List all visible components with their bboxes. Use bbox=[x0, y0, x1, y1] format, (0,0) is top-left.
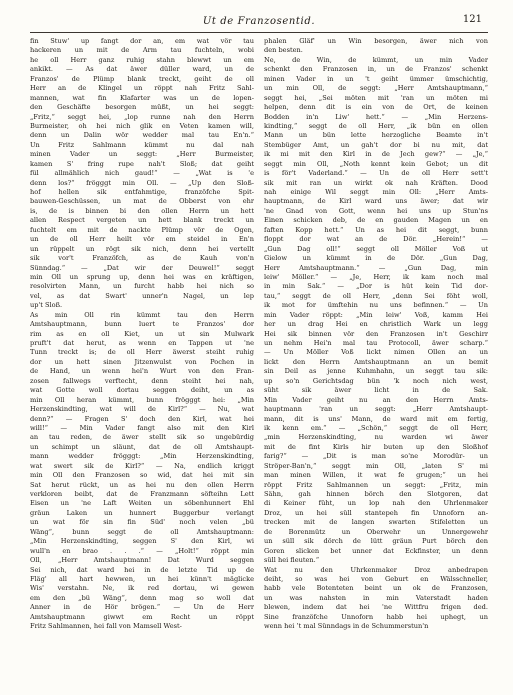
text-line: an tau reden, de äwer stellt sik so ungebürdig bbox=[30, 433, 254, 442]
text-line: de Hand, un wenn hei'n Wurt von den Fran- bbox=[30, 367, 254, 376]
text-line: up't Sloß. bbox=[30, 301, 63, 310]
text-line: Einen schicken deb, de en gauden Magen un en bbox=[264, 216, 488, 225]
text-line: „min Herzenskindting, nu warden wi äwer bbox=[264, 433, 488, 442]
text-line: Ne, de Win, de kümmt, un min Vader bbox=[264, 55, 488, 64]
text-line: hackeren un mit de Arm tau fuchteln, wobi bbox=[30, 46, 254, 55]
text-line: em den „bü Wäng“, denn mag so woll dat bbox=[30, 593, 254, 602]
text-line: mann, dit is uns' Mann, de ward mit em fertig, bbox=[264, 414, 488, 423]
text-line: gräun Laken un hunnert Buggerbur verlangt bbox=[30, 508, 254, 517]
text-line: bauwen-Geschüssen, un mat de Obberst von ehr bbox=[30, 197, 254, 206]
text-line: her un drag Hei en christlich Wark un legg bbox=[264, 320, 488, 329]
text-line: lickt den Herrn Amtshauptmann an un bemit bbox=[264, 357, 488, 366]
text-line: 'ne Gnad von Gott, wenn hei uns up Stun'ns bbox=[264, 206, 488, 215]
text-line: allen Respect vergeten un hett blank treckt un bbox=[30, 216, 254, 225]
text-line: Wis' verstahn. Ne, ik red dortau, wi gewen bbox=[30, 584, 254, 593]
text-line: denn?“ — Fragen S' doch den Kirl, wat hei bbox=[30, 414, 254, 423]
text-line: Gielow un kümmt in de Dör. „Gun Dag, bbox=[264, 254, 488, 263]
text-line: di Keiner füht, un lop nah den Uhrlenmaker bbox=[264, 499, 488, 508]
text-line: is, de is binnen bi den ollen Herrn un hett bbox=[30, 206, 254, 215]
text-line: farig?“ — „Dit is man so'ne Morodür- un bbox=[264, 452, 488, 461]
text-line: dor un hett sinen Jitzenwulst von Pochen in bbox=[30, 357, 254, 366]
text-line: sik mit ran un wirkt ok nah Kräften. Dood bbox=[264, 178, 488, 187]
text-line: seggt min Oll, „Noth kennt kein Gebot; un dit bbox=[264, 159, 488, 168]
left-column bbox=[30, 37, 254, 673]
text-line: fin Stuw' up fangt dor an, em wat vör tau bbox=[30, 37, 254, 45]
text-line: ik mot for ümftehin nu uns befinnen.“ — Un bbox=[264, 301, 488, 310]
running-title: Ut de Franzosentid. bbox=[202, 15, 316, 27]
text-line: will!“ — Min Vader fangt also mit den Kirl bbox=[30, 423, 254, 432]
text-line: Un Fritz Sahlmann kümmt nu dal nah bbox=[30, 140, 254, 149]
text-line: süht sik äwer licht in de Sak. bbox=[264, 386, 488, 395]
text-line: resolvirten Mann, un furcht habb hei nich so bbox=[30, 282, 254, 291]
text-line: phalen Gläf' un Win besorgen, äwer nich von bbox=[264, 37, 488, 45]
text-line: floppt dor wat an de Dör. „Herein!“ — bbox=[264, 235, 488, 244]
text-line: mannen, wat fin Klafarter was un de lopen- bbox=[30, 93, 254, 102]
text-line: Sei nich, dat ward hei in de letzte Tid up de bbox=[30, 565, 254, 574]
text-line: hof hellen sik entfahmtige, franzöfche Spit- bbox=[30, 188, 254, 196]
text-line: — Un Möller Voß lickt nimen Ollen an un bbox=[264, 348, 488, 357]
text-line: Fritz Sahlmannen, hei fall von Mamsell West- bbox=[30, 622, 182, 631]
text-line: Hei sik binnen vör den Franzosen in't Geschirr bbox=[264, 329, 488, 338]
text-line: Oll, „Herr Amtshauptmann! Dat Wurd seggen bbox=[30, 556, 254, 565]
text-line: Wäng“, bunn seggt de oll Amtshauptmann: bbox=[30, 527, 254, 536]
text-line: Droz, un hei süll stantepeh fin Unnoforn an- bbox=[264, 508, 488, 517]
text-line: hauptmann, de Kirl ward uns äwer; dat wir bbox=[264, 197, 488, 206]
text-line: Sine franzöfche Unnoforn habb hei uphegt, un bbox=[264, 612, 488, 621]
text-line: de Borenmütz un Oberwehr un Unnergewehr bbox=[264, 527, 488, 536]
text-line: faften Kopp hett.“ Un as hei dit seggt, bunn bbox=[264, 225, 488, 234]
text-line: kindting,“ seggt de oll Herr, „ik bün en ollen bbox=[264, 121, 488, 130]
text-line: „Fritz,“ seggt hei, „lop runne nah den Herrn bbox=[30, 112, 254, 121]
text-line: wenn hei ’t mal Sünndags in de Schummerstun'n bbox=[264, 622, 429, 631]
book-page bbox=[28, 10, 490, 682]
text-line: tau,“ seggt de oll Herr, „denn Sei föht woll, bbox=[264, 291, 488, 300]
text-line: Ströper-Ban'n,“ seggt min Oll, „laten S' mi bbox=[264, 461, 488, 470]
header-rule bbox=[30, 32, 488, 33]
text-line: Eisen un 'ne Laft Weiten un söbenhunnert Ehl bbox=[30, 499, 254, 508]
text-line: leiw' Möller.“ — „Je, Herr, ik kam noch mal bbox=[264, 272, 488, 281]
text-line: „Gun Dag oll!“ seggt oll Möller Voß ut bbox=[264, 244, 488, 253]
text-line: Herr an de Klingel un röppt nah Fritz Sahl- bbox=[30, 84, 254, 93]
text-line: Min Vader geiht nu an den Herrn Amts- bbox=[264, 395, 488, 404]
text-line: deiht, so was hei von Geburt en Wälsschneller, bbox=[264, 574, 488, 583]
text-line: Bodden in'n Liw' hett.“ — „Min Herzens- bbox=[264, 112, 488, 121]
text-line: süll hei fleuten.“ bbox=[264, 556, 320, 565]
text-line: up so'n Gerichtsdag bün 'k noch nich west, bbox=[264, 376, 488, 385]
text-line: den besten. bbox=[264, 46, 303, 55]
text-line: blewen, indem dat hei 'ne Wittfru frigen ded. bbox=[264, 603, 488, 612]
text-line: pruft't dat herut, as wenn en Tappen ut 'ne bbox=[30, 339, 254, 347]
text-line: Sähn, gah hinnen börch den Slotgoren, dat bbox=[264, 490, 488, 498]
running-header bbox=[28, 10, 490, 32]
text-line: un nehm Hei'n mal tau Protocoll, äwer scharp.“ bbox=[264, 339, 488, 347]
text-line: rim as en oll Kiet, un ut sin Mulwark bbox=[30, 329, 254, 338]
text-line: wull'n en brao . . .“ — „Holt!“ röppt min bbox=[30, 546, 254, 555]
text-line: sik vor't Franzöfch, as de Kauh von'n bbox=[30, 254, 254, 263]
text-line: min Oll den Franzosen so wid, dat hei mit sin bbox=[30, 471, 254, 480]
text-line: minen Vader un seggt: „Herr Burmeister, bbox=[30, 150, 254, 159]
text-line: min Oll heran kümmt, bunn frögggt hei: „Min bbox=[30, 395, 254, 404]
text-line: Tunn treckt is; de oll Herr äwerst steiht ruhig bbox=[30, 348, 254, 357]
text-line: ik kenn em.“ — „Schön,“ seggt de oll Herr, bbox=[264, 423, 488, 432]
text-line: zosen fallwegs verftecht, denn steiht hei nah, bbox=[30, 376, 254, 385]
text-line: verkloren beibt, dat de Franzmann söfteihn Lett bbox=[30, 490, 254, 498]
text-line: denn los?“ frögggt min Oll. — „Up den Sloß- bbox=[30, 178, 254, 187]
text-line: in min Sak.“ — „Dor is hüt kein Tid dor- bbox=[264, 282, 488, 291]
text-line: den Geschäfte besorgen müßt, un hei seggt: bbox=[30, 103, 254, 112]
text-line: Amtshauptmann giwwt em Recht un röppt bbox=[30, 612, 254, 621]
text-line: Herr Amtshauptmann.“ — „Gun Dag, min bbox=[264, 263, 488, 272]
text-line: sin Deil as jenne Kuhmhahn, un seggt tau sik: bbox=[264, 367, 488, 376]
text-columns bbox=[28, 37, 490, 673]
text-line: Franzos' de Plümp blank treckt, geiht de oll bbox=[30, 74, 254, 83]
text-line: Goren slicken bet unner dat Eckfinster, un denn bbox=[264, 546, 488, 555]
right-column bbox=[264, 37, 488, 673]
text-line: wat swert sik de Kirl?“ — Na, endlich kriggt bbox=[30, 461, 254, 470]
text-line: „Min Herzenskindting, seggen S' den Kirl, wi bbox=[30, 537, 254, 546]
text-line: kamen S' fring rupe nah't Sloß; dat geiht bbox=[30, 159, 254, 168]
text-line: Sat herut rückt, un as hei nu den ollen Herrn bbox=[30, 480, 254, 489]
text-line: un de oll Herr heilt vör em steidel in En'n bbox=[30, 235, 254, 244]
text-line: seggt hei, „Sei möten mit 'ran un möten mi bbox=[264, 93, 488, 102]
text-line: mann wedder frögggt: „Min Herzenskindting, bbox=[30, 452, 254, 461]
text-line: nah einige Wil seggt min Oll: „Herr Amts- bbox=[264, 188, 488, 196]
text-line: Stembüger Amt, un gah't dor bi nu mit, dat bbox=[264, 140, 488, 149]
text-line: un schimpt un släunt, dat de oll Amtshaupt- bbox=[30, 442, 254, 451]
text-line: minen Vader in un 't geiht ümmer ümschichtig, bbox=[264, 74, 488, 83]
page-number: 121 bbox=[462, 14, 482, 25]
text-line: un min Oll, de seggt: „Herr Amtshauptmann,“ bbox=[264, 84, 488, 93]
text-line: As min Oll rin kümmt tau den Herrn bbox=[30, 310, 254, 319]
text-line: he oll Herr ganz ruhig stahn blewwt un em bbox=[30, 55, 254, 64]
text-line: Amtshauptmann, bunn luert te Franzos' dor bbox=[30, 320, 254, 329]
text-line: Fläg' all hart hewwen, un hei künn't mäglicke bbox=[30, 574, 254, 583]
text-line: Wat nu den Uhrkenmaker Droz anbedrapen bbox=[264, 565, 488, 574]
text-line: min Oll un sprung up, denn hei was en kräftigen, bbox=[30, 272, 254, 281]
text-line: Mann un bün lette herzogliche Beamte in't bbox=[264, 131, 488, 140]
text-line: trecken mit de langen swarten Stifeletten un bbox=[264, 518, 488, 527]
text-line: un wat för sin fin Süd' noch velen „bü bbox=[30, 518, 254, 527]
text-line: ik mi mit den Kirl in de Jech gew?“ — „Je,“ bbox=[264, 150, 488, 159]
text-line: vel, as dat Swart' unner'n Nagel, un lep bbox=[30, 291, 254, 300]
text-line: fuchtelt em mit de nackte Plümp vör de Ogen, bbox=[30, 225, 254, 234]
text-line: Burmeister, oh hei nich glik en Veten kamen will, bbox=[30, 121, 254, 130]
text-line: un süll sik dörch de lütt gräun Purt börch den bbox=[264, 537, 488, 546]
text-line: schenkt den Franzosen in, un de Franzos' schenkt bbox=[264, 65, 488, 74]
text-line: min Vader röppt: „Min leiw' Voß, kamm Hei bbox=[264, 310, 488, 319]
text-line: denn un Dalin wör wedder mal tau En'n.“ bbox=[30, 131, 254, 140]
text-line: mit de fint Kirls hir buten up den Sloßhof bbox=[264, 442, 488, 451]
text-line: un rüppelt un rögt sik nich, denn hei vertellt bbox=[30, 244, 254, 253]
text-line: hauptmann 'ran un seggt: „Herr Amtshaupt- bbox=[264, 405, 488, 414]
text-line: fül allmählich nich gaud!“ — „Wat is 'e bbox=[30, 169, 254, 178]
text-line: helpen, denn dit is ein von de Ort, de keinen bbox=[264, 103, 488, 112]
text-line: Herzenskindting, wat will de Kirl?“ — Nu, wat bbox=[30, 405, 254, 414]
text-line: un was nahsten in min Vaterstadt haden bbox=[264, 593, 488, 602]
text-line: Sünndag.“ — „Dat wir der Deuwel!“ seggt bbox=[30, 263, 254, 272]
text-line: röppt Fritz Sahlmannen un seggt: „Fritz, min bbox=[264, 480, 488, 489]
text-line: is för't Vaderland.“ — Un de oll Herr sett't bbox=[264, 169, 488, 178]
text-line: man minen Willen, it wat fe grugen;“ un hei bbox=[264, 471, 488, 480]
text-line: ankikt. — As dat äwer düller ward, un de bbox=[30, 65, 254, 74]
text-line: Anner in de Hör brögen.“ — Un de Herr bbox=[30, 603, 254, 612]
text-line: habb vele Botenteten beint un ok de Franzosen, bbox=[264, 584, 488, 593]
text-line: wat Gotte woll dortau seggen deiht, un as bbox=[30, 386, 254, 395]
